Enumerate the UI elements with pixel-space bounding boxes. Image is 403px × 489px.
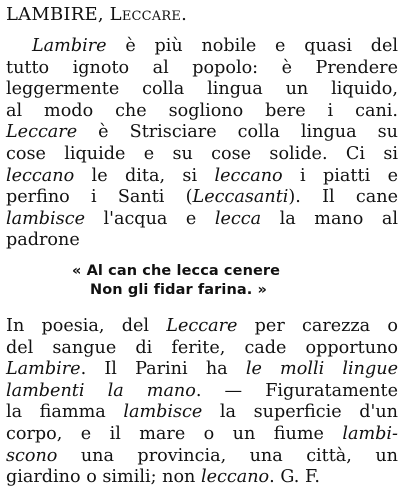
text-run: In poesia, del xyxy=(6,316,167,336)
italic-term: lambisce xyxy=(123,402,203,423)
text-line xyxy=(6,359,398,381)
text-run: l'acqua e xyxy=(84,208,215,229)
text-run: . G. F. xyxy=(269,467,320,488)
text-line xyxy=(6,209,398,231)
entry-heading xyxy=(6,4,187,26)
text-line xyxy=(6,58,398,80)
text-line xyxy=(6,467,398,489)
text-run: la mano al xyxy=(261,208,398,229)
paragraph-poetic-usage xyxy=(6,316,398,489)
text-line xyxy=(6,144,398,166)
text-run: per carezza o xyxy=(237,316,398,336)
text-line xyxy=(6,230,398,252)
text-run: è Strisciare colla lingua su xyxy=(77,122,398,143)
italic-term: scono xyxy=(6,445,58,466)
text-line xyxy=(6,36,398,58)
text-run: padrone xyxy=(6,230,80,251)
text-run: una provincia, una città, un xyxy=(57,445,398,466)
italic-term: lambisce xyxy=(6,208,85,229)
text-run: al modo che sogliono bere i cani. xyxy=(6,100,398,121)
text-run: tutto ignoto al popolo: è Prendere xyxy=(6,57,398,78)
italic-term: Leccare xyxy=(6,122,78,143)
text-run: leggermente colla lingua un liquido, xyxy=(6,79,398,100)
italic-term: Leccasanti xyxy=(192,187,289,208)
text-line xyxy=(6,381,398,403)
proverb-quote xyxy=(72,262,280,300)
text-run: perfino i Santi ( xyxy=(6,187,193,208)
italic-term: leccano xyxy=(214,165,283,186)
italic-term: lambenti la mano xyxy=(6,380,196,401)
text-line xyxy=(6,338,398,360)
italic-term: lecca xyxy=(214,208,262,229)
paragraph-definition xyxy=(6,36,398,252)
quote-line: « Al can che lecca cenere xyxy=(72,263,281,279)
text-run: la fiamma xyxy=(6,402,124,423)
text-run: giardino o simili; non xyxy=(6,467,201,488)
quote-line: Non gli fidar farina. » xyxy=(90,282,268,298)
text-line xyxy=(6,424,398,446)
text-line xyxy=(6,316,398,338)
text-run: la superficie d'un xyxy=(202,402,398,423)
text-run: le dita, si xyxy=(74,165,215,186)
italic-term: leccano xyxy=(6,165,75,186)
italic-term: le molli lingue xyxy=(245,359,398,380)
text-line xyxy=(6,187,398,209)
italic-term: Lambire xyxy=(32,36,107,56)
text-run: . Il Parini ha xyxy=(80,359,246,380)
italic-term: Leccare xyxy=(166,316,238,336)
text-line xyxy=(6,101,398,123)
text-run: del sangue di ferite, cade opportuno xyxy=(6,337,398,358)
heading-main-term: LAMBIRE, xyxy=(6,4,104,25)
text-run: i piatti e xyxy=(282,165,398,186)
text-line xyxy=(6,446,398,468)
text-line xyxy=(6,402,398,424)
text-run: è più nobile e quasi del xyxy=(106,36,398,56)
italic-term: leccano xyxy=(200,467,270,488)
text-run: corpo, e il mare o un fiume xyxy=(6,423,343,444)
text-run: ). Il cane xyxy=(288,187,398,208)
italic-term: lambi- xyxy=(342,423,398,444)
text-run: cose liquide e su cose solide. Ci si xyxy=(6,143,398,164)
text-line xyxy=(6,122,398,144)
italic-term: Lambire xyxy=(6,359,81,380)
text-run: . — Figuratamente xyxy=(195,380,399,401)
text-line xyxy=(6,166,398,188)
heading-secondary-term: Leccare. xyxy=(109,4,187,25)
text-line xyxy=(6,79,398,101)
